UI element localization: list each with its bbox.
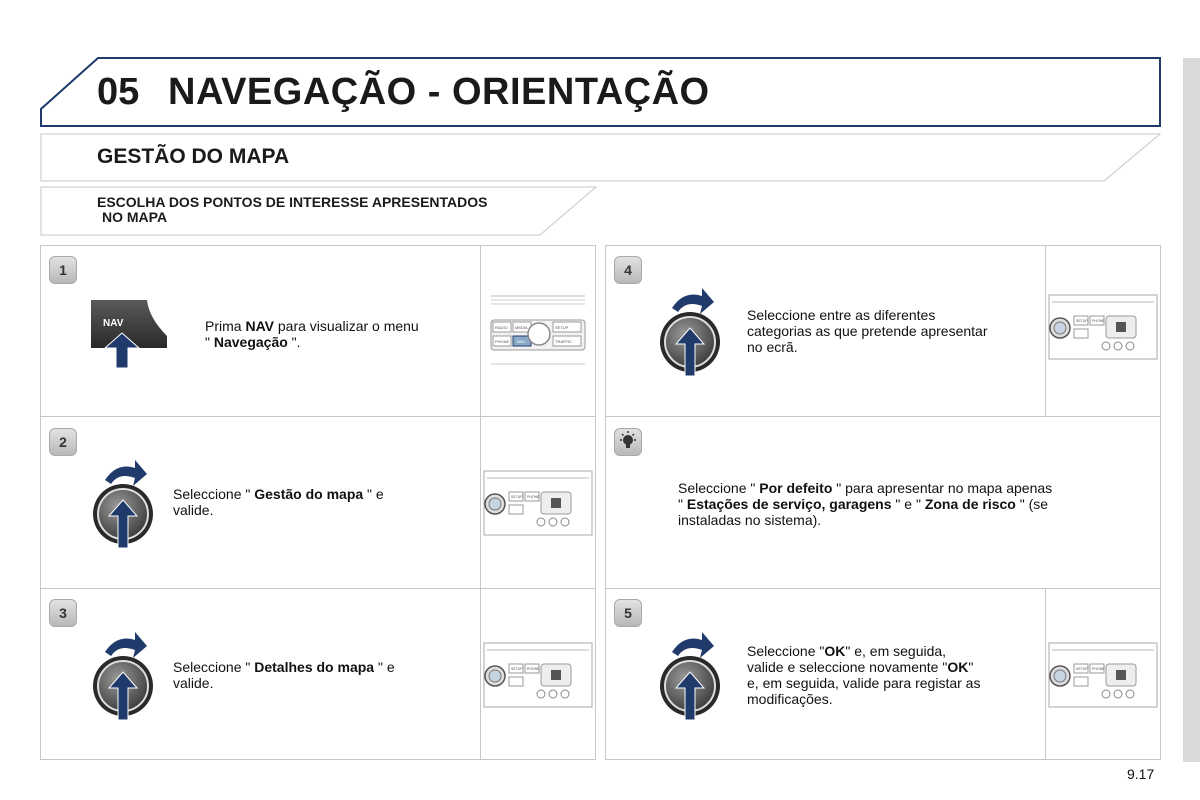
radio-knob-thumbnail (483, 642, 593, 713)
right-steps-panel (605, 245, 1161, 760)
step-4-text: Seleccione entre as diferentes categorias as que pretende apresentar no ecrã. (747, 307, 988, 355)
chapter-title: NAVEGAÇÃO - ORIENTAÇÃO (168, 71, 710, 113)
radio-knob-thumbnail (1048, 294, 1158, 365)
step-2-text: Seleccione " Gestão do mapa " e valide. (173, 486, 384, 518)
row-divider (41, 416, 595, 417)
svg-text:SETUP: SETUP (1076, 319, 1088, 323)
tip-text: Seleccione " Por defeito " para apresentar no mapa apenas " Estações de serviço, garagens " e " Zona de risco " (se instaladas no sistema). (678, 480, 1053, 528)
row-divider (606, 416, 1160, 417)
lightbulb-icon (615, 429, 641, 455)
step-badge-2: 2 (49, 428, 77, 456)
step-5-text: Seleccione "OK" e, em seguida, valide e seleccione novamente "OK" e, em seguida, valide para registar as modificações. (747, 643, 981, 707)
row-divider (41, 588, 595, 589)
svg-text:MEDIA: MEDIA (515, 325, 528, 330)
step-3-text: Seleccione " Detalhes do mapa " e valide. (173, 659, 395, 691)
step-badge-1: 1 (49, 256, 77, 284)
svg-text:SETUP: SETUP (1076, 667, 1088, 671)
left-steps-panel (40, 245, 596, 760)
rotary-knob-icon (91, 630, 157, 727)
step-1-text: Prima NAV para visualizar o menu " Navegação ". (205, 318, 419, 350)
rotary-knob-icon (658, 630, 724, 727)
rotary-knob-icon (658, 286, 724, 383)
svg-text:PHONE: PHONE (1092, 319, 1105, 323)
nav-button-icon (89, 298, 169, 375)
step-badge-4: 4 (614, 256, 642, 284)
step-badge-3: 3 (49, 599, 77, 627)
svg-text:SETUP: SETUP (555, 325, 569, 330)
thumbnail-divider (1045, 246, 1046, 417)
svg-text:SETUP: SETUP (511, 667, 523, 671)
thumbnail-divider (480, 246, 481, 759)
thumbnail-divider (1045, 588, 1046, 759)
page-number: 9.17 (1127, 766, 1155, 782)
svg-text:TRAFFIC: TRAFFIC (555, 339, 572, 344)
svg-text:PHONE: PHONE (1092, 667, 1105, 671)
radio-knob-thumbnail (483, 470, 593, 541)
chapter-header (40, 57, 1160, 127)
row-divider (606, 588, 1160, 589)
svg-text:PHONE: PHONE (527, 495, 540, 499)
svg-text:RADIO: RADIO (495, 325, 508, 330)
rotary-knob-icon (91, 458, 157, 555)
svg-text:PHONE: PHONE (527, 667, 540, 671)
radio-knob-thumbnail (1048, 642, 1158, 713)
step-badge-5: 5 (614, 599, 642, 627)
section-header (40, 133, 1162, 183)
subsection-header (40, 186, 598, 236)
tip-badge (614, 428, 642, 456)
nav-button-label: NAV (103, 318, 124, 329)
radio-panel-thumbnail (489, 294, 587, 375)
svg-text:PHONE: PHONE (495, 339, 510, 344)
section-title: GESTÃO DO MAPA (97, 145, 290, 168)
svg-text:NAV: NAV (517, 339, 525, 344)
svg-text:SETUP: SETUP (511, 495, 523, 499)
subsection-title: ESCOLHA DOS PONTOS DE INTERESSE APRESENTADOS NO MAPA (97, 194, 488, 225)
chapter-side-tab (1183, 58, 1200, 762)
chapter-number: 05 (97, 71, 140, 113)
